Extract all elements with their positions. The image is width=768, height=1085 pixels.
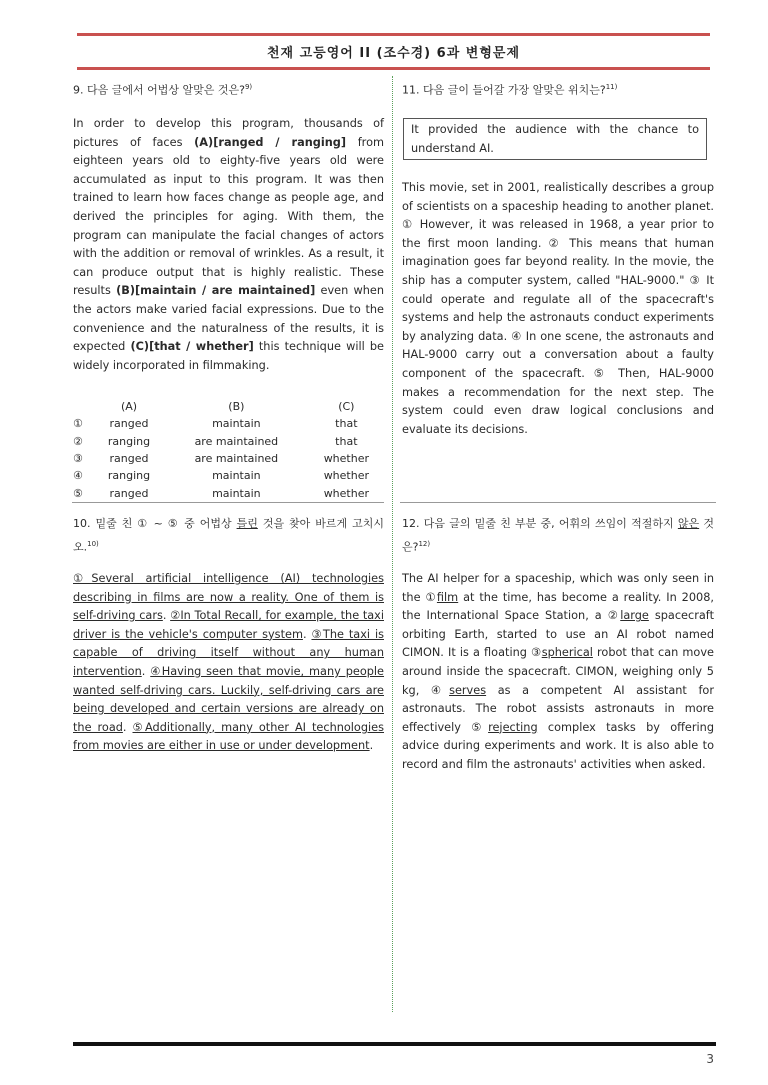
header-top-rule xyxy=(77,33,710,36)
header-bottom-rule xyxy=(77,67,710,70)
options-header-row: (A) (B) (C) xyxy=(120,400,355,414)
column-divider xyxy=(392,76,393,1012)
option-row[interactable]: ④ ranging maintain whether xyxy=(73,469,369,483)
option-row[interactable]: ③ ranged are maintained whether xyxy=(73,452,369,466)
q11-given-sentence-box: It provided the audience with the chance to understand AI. xyxy=(403,118,707,160)
q9-title: 9. 다음 글에서 어법상 알맞은 것은?$^{9)}$ xyxy=(73,83,253,97)
page-title: 천재 고등영어 II (조수경) 6과 변형문제 xyxy=(266,46,521,61)
section-separator xyxy=(72,502,384,503)
option-row[interactable]: ② ranging are maintained that xyxy=(73,434,358,448)
q12-title: 12. 다음 글의 밑줄 친 부분 중, 어휘의 쓰임이 적절하지 않은 것은?$^{12)}$ xyxy=(402,517,715,554)
footer-rule xyxy=(73,1042,716,1046)
q11-title: 11. 다음 글이 들어갈 가장 알맞은 위치는?$^{11)}$ xyxy=(402,83,618,97)
option-row[interactable]: ① ranged maintain that xyxy=(73,417,358,431)
q9-options-table xyxy=(73,398,385,502)
q10-passage: ①Several artificial intelligence (AI) technologies describing in films are now a reality. One of them is self-driving cars. ②In Total Recall, for example, the taxi driver is the vehicle's computer system. ③The taxi is capable of driving itself without any human intervention. ④Having seen that movie, many people wanted self-driving cars. Luckily, self-driving cars are being developed and certain versions are already on the road. ⑤Additionally, many other AI technologies from movies are either in use or under development. xyxy=(73,572,385,753)
q10-title: 10. 밑줄 친 ① ~ ⑤ 중 어법상 틀린 것을 찾아 바르게 고치시오.$^{10)}$ xyxy=(73,517,384,554)
page-number: 3 xyxy=(706,1052,714,1066)
q9-passage: In order to develop this program, thousands of pictures of faces (A)[ranged / ranging] from eighteen years old to eighty-five years old were accumulated as input to this program. It was then trained to learn how faces change as people age, and derived the principles for aging. With them, the program can manipulate the facial changes of actors with the addition or removal of wrinkles. As a result, it can produce output that is highly realistic. These results (B)[maintain / are maintained] even when the actors make varied facial expressions. Due to the convenience and the naturalness of the results, it is expected (C)[that / whether] this technique will be widely incorporated in filmmaking. xyxy=(73,117,384,372)
q12-passage: The AI helper for a spaceship, which was only seen in the ①film at the time, has become a reality. In 2008, the International Space Station, a ②large spacecraft orbiting Earth, started to use an AI robot named CIMON. It is a floating ③spherical robot that can move around inside the spacecraft. CIMON, weighing only 5 kg, ④serves as a competent AI assistant for astronauts. The robot assists astronauts in more effectively ⑤rejecting complex tasks by offering advice during experiments and work. It is also able to record and film the astronauts' activities when asked. xyxy=(402,572,714,771)
q11-passage: This movie, set in 2001, realistically describes a group of scientists on a spaceship heading to another planet. ① However, it was released in 1968, a year prior to the first moon landing. ② This means that human imagination goes far beyond reality. In the movie, the ship has a computer system, called "HAL-9000." ③ It could operate and regulate all of the spacecraft's systems and help the astronauts conduct experiments by analyzing data. ④ In one scene, the astronauts and HAL-9000 carry out a conversation about a faulty component of the spacecraft. ⑤ Then, HAL-9000 makes a recommendation for the next step. The system could even draw logical conclusions and evaluate its decisions. xyxy=(402,181,714,436)
option-row[interactable]: ⑤ ranged maintain whether xyxy=(73,486,369,500)
section-separator xyxy=(400,502,716,503)
